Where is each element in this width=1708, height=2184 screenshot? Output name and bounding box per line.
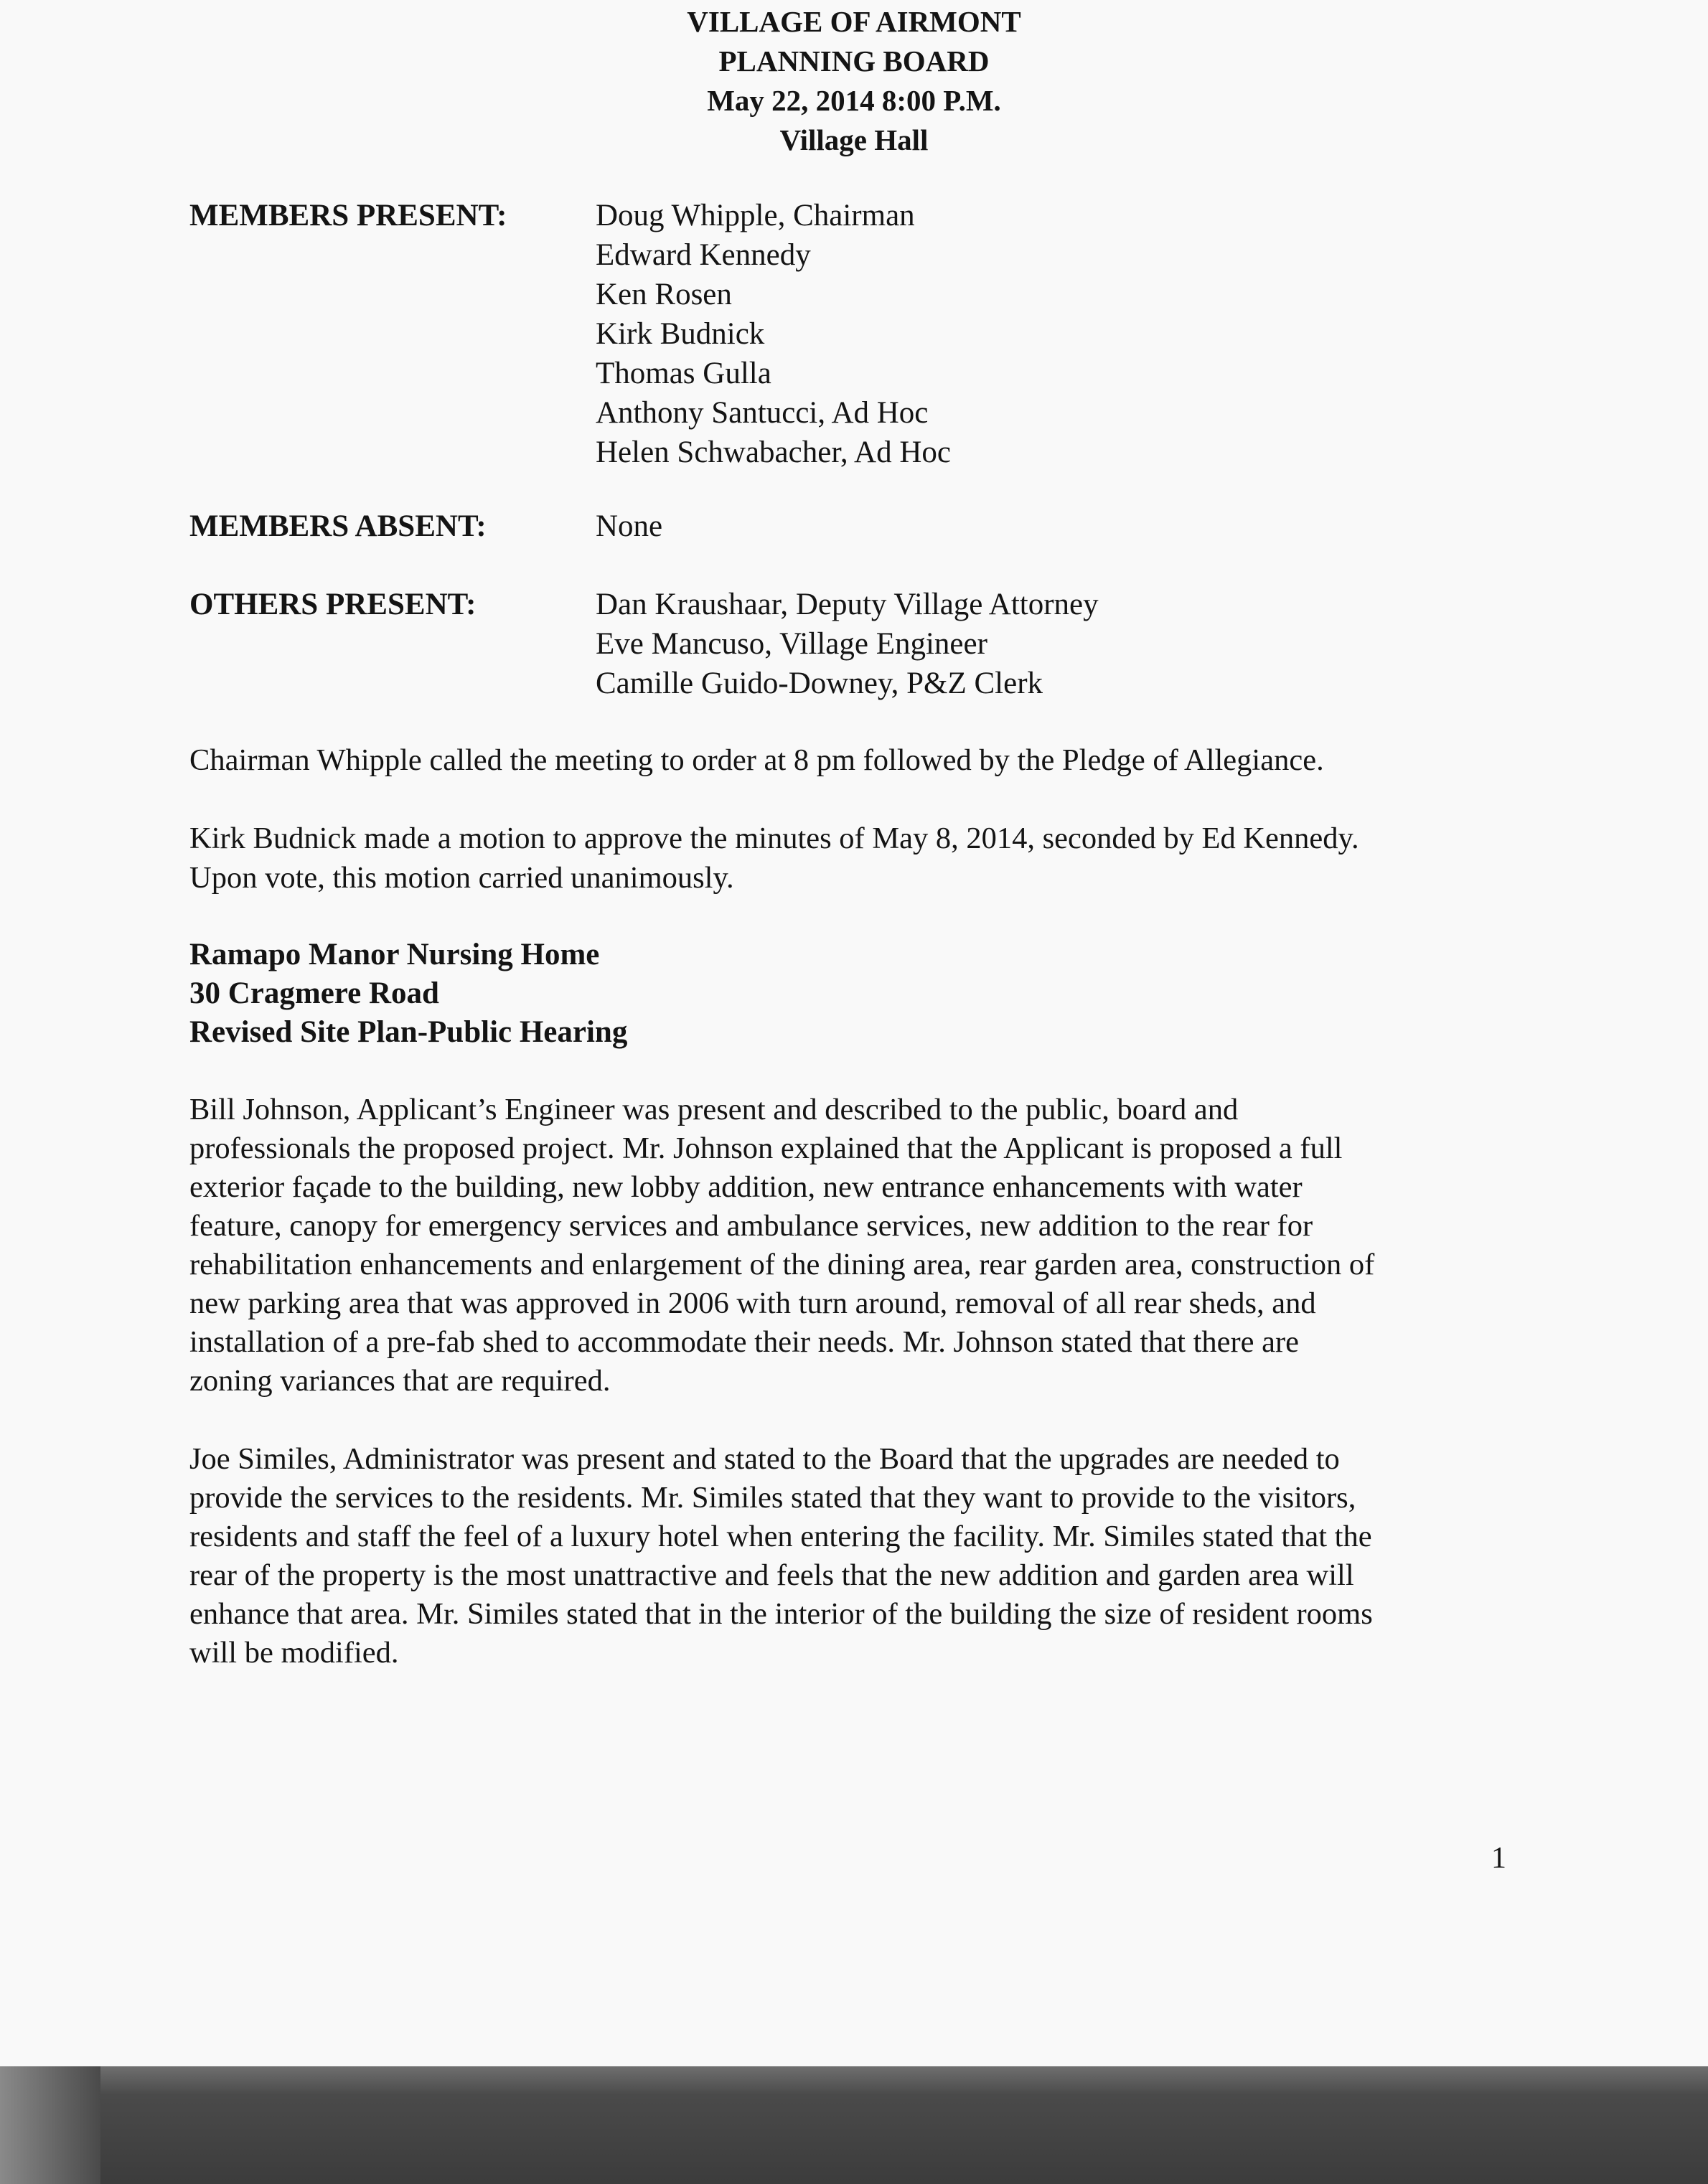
other-attendee-name: Camille Guido-Downey, P&Z Clerk [596,667,1043,700]
member-name: Helen Schwabacher, Ad Hoc [596,436,951,469]
page-number: 1 [1491,1842,1506,1875]
minutes-vote-line: Upon vote, this motion carried unanimously. [189,861,734,895]
call-to-order-paragraph: Chairman Whipple called the meeting to order at 8 pm followed by the Pledge of Allegiance. [189,743,1324,777]
other-attendee-name: Eve Mancuso, Village Engineer [596,627,987,661]
johnson-paragraph-line: rehabilitation enhancements and enlargement of the dining area, rear garden area, construction of [189,1248,1375,1281]
board-title: PLANNING BOARD [718,44,990,77]
similes-paragraph-line: Joe Similes, Administrator was present and stated to the Board that the upgrades are needed to [189,1442,1340,1476]
johnson-paragraph-line: installation of a pre-fab shed to accommodate their needs. Mr. Johnson stated that there are [189,1325,1300,1359]
municipality-title: VILLAGE OF AIRMONT [687,5,1021,38]
scanner-bed-edge [0,2066,1708,2184]
agenda-item-type: Revised Site Plan-Public Hearing [189,1015,628,1049]
member-name: Anthony Santucci, Ad Hoc [596,396,929,430]
similes-paragraph-line: will be modified. [189,1636,399,1670]
others-present-label: OTHERS PRESENT: [189,588,477,621]
meeting-location: Village Hall [779,123,929,156]
johnson-paragraph-line: professionals the proposed project. Mr. Johnson explained that the Applicant is proposed a full [189,1131,1343,1165]
member-name: Edward Kennedy [596,238,811,272]
other-attendee-name: Dan Kraushaar, Deputy Village Attorney [596,588,1099,621]
agenda-item-address: 30 Cragmere Road [189,976,439,1010]
johnson-paragraph-line: Bill Johnson, Applicant’s Engineer was present and described to the public, board and [189,1093,1239,1126]
members-present-label: MEMBERS PRESENT: [189,199,507,232]
johnson-paragraph-line: feature, canopy for emergency services and ambulance services, new addition to the rear for [189,1209,1313,1243]
similes-paragraph-line: residents and staff the feel of a luxury hotel when entering the facility. Mr. Similes stated that the [189,1520,1372,1553]
members-absent-label: MEMBERS ABSENT: [189,509,487,543]
scanner-bed-shadow [0,2066,100,2184]
similes-paragraph-line: rear of the property is the most unattractive and feels that the new addition and garden area will [189,1558,1354,1592]
absent-member-name: None [596,509,663,543]
similes-paragraph-line: enhance that area. Mr. Similes stated that in the interior of the building the size of resident rooms [189,1597,1373,1631]
meeting-date: May 22, 2014 8:00 P.M. [707,84,1001,117]
johnson-paragraph-line: exterior façade to the building, new lobby addition, new entrance enhancements with water [189,1170,1303,1204]
member-name: Doug Whipple, Chairman [596,199,915,232]
johnson-paragraph-line: new parking area that was approved in 2006 with turn around, removal of all rear sheds, and [189,1286,1316,1320]
minutes-motion-line: Kirk Budnick made a motion to approve the minutes of May 8, 2014, seconded by Ed Kennedy. [189,822,1359,855]
similes-paragraph-line: provide the services to the residents. Mr. Similes stated that they want to provide to the visitors, [189,1481,1356,1515]
johnson-paragraph-line: zoning variances that are required. [189,1364,611,1398]
agenda-item-name: Ramapo Manor Nursing Home [189,938,600,971]
member-name: Ken Rosen [596,278,732,311]
member-name: Thomas Gulla [596,357,771,390]
member-name: Kirk Budnick [596,317,765,351]
